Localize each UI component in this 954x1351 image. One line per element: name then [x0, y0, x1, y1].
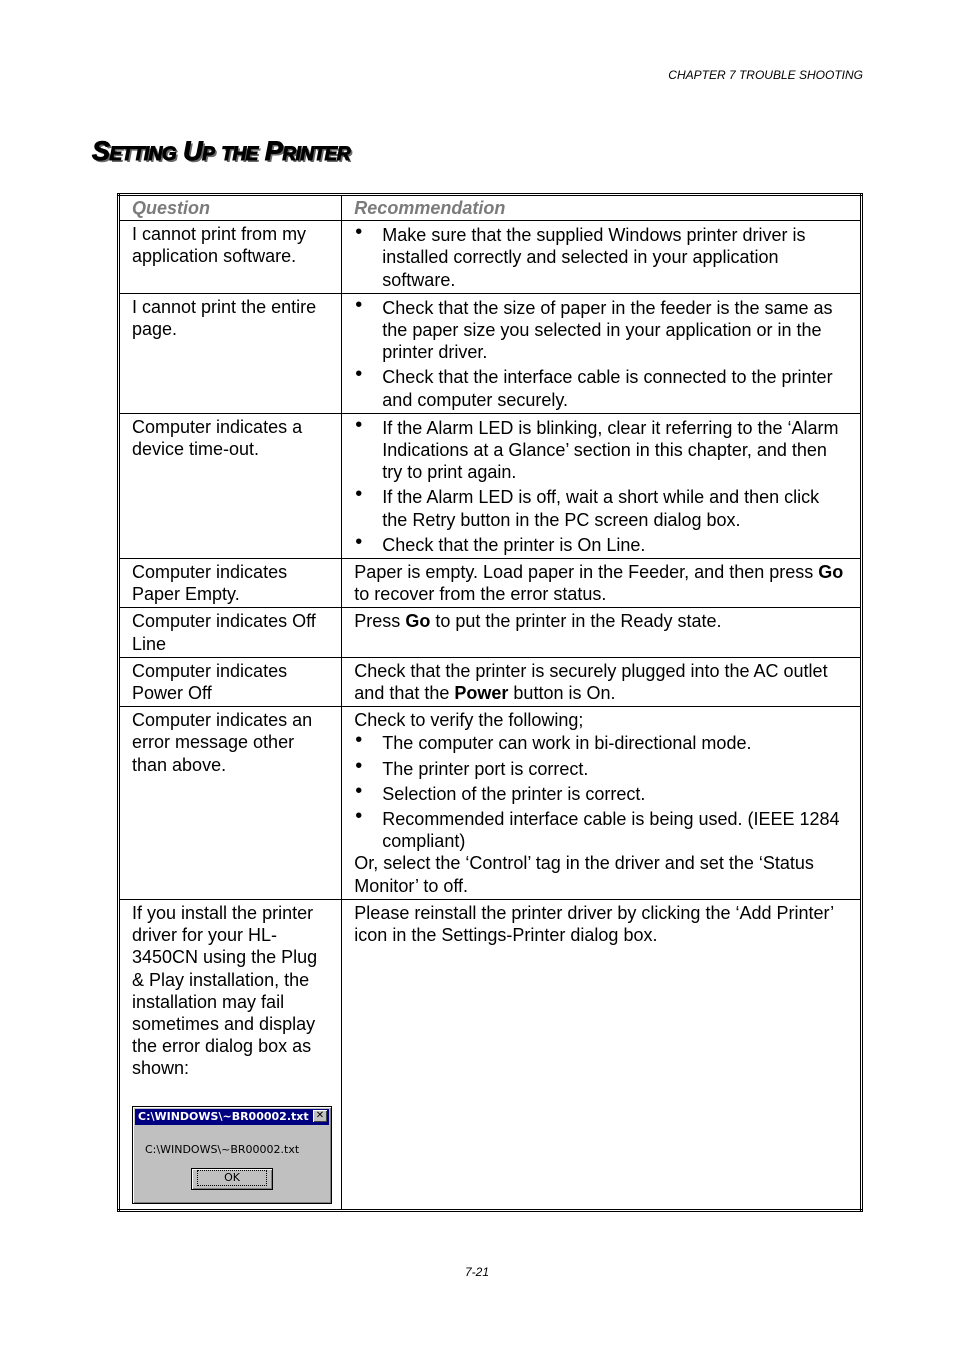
recommendation-cell	[342, 559, 862, 608]
recommendation-cell	[342, 657, 862, 706]
question-cell: Computer indicates Paper Empty.	[119, 559, 342, 608]
table-row	[119, 608, 862, 657]
ok-button-label: OK	[197, 1170, 267, 1186]
recommendation-cell	[342, 221, 862, 294]
page-title: Setting Up the Printer	[92, 136, 351, 166]
question-cell: Computer indicates Off Line	[119, 608, 342, 657]
recommendation-text: to recover from the error status.	[354, 584, 607, 605]
troubleshooting-table	[117, 193, 863, 1212]
go-button-label: Go	[405, 611, 431, 632]
bullet-item: • Make sure that the supplied Windows printer driver is installed correctly and selected in your application software.	[354, 224, 849, 291]
ok-button	[191, 1168, 273, 1190]
recommendation-cell	[342, 293, 862, 413]
bullet-item: • Check that the printer is On Line.	[354, 534, 849, 556]
bullet-item: • The computer can work in bi-directional mode.	[354, 732, 849, 754]
recommendation-outro: Or, select the ‘Control’ tag in the driver and set the ‘Status Monitor’ to off.	[354, 853, 814, 896]
recommendation-text: button is On.	[508, 683, 616, 704]
table-row	[119, 413, 862, 558]
table-row	[119, 293, 862, 413]
recommendation-text: Paper is empty. Load paper in the Feeder, and then press	[354, 562, 819, 583]
bullet-item: • If the Alarm LED is off, wait a short while and then click the Retry button in the PC screen dialog box.	[354, 486, 849, 530]
table-row	[119, 707, 862, 900]
table-header-row	[119, 195, 862, 221]
dialog-title-bar	[135, 1109, 329, 1125]
bullet-item: • Check that the size of paper in the feeder is the same as the paper size you selected in your application or in the printer driver.	[354, 297, 849, 364]
bullet-item: • Selection of the printer is correct.	[354, 783, 849, 805]
recommendation-cell	[342, 608, 862, 657]
column-header-recommendation: Recommendation	[342, 195, 862, 221]
go-button-label: Go	[818, 562, 844, 583]
page-number: 7-21	[464, 1265, 490, 1279]
table-row	[119, 559, 862, 608]
dialog-title: C:\WINDOWS\~BR00002.txt	[138, 1109, 309, 1123]
close-icon: ✕	[313, 1110, 327, 1122]
bullet-item: • Recommended interface cable is being used. (IEEE 1284 compliant)	[354, 808, 849, 852]
table-row	[119, 657, 862, 706]
chapter-header: CHAPTER 7 TROUBLE SHOOTING	[668, 68, 863, 82]
question-text: If you install the printer driver for your HL-3450CN using the Plug & Play installation, the installation may fail sometimes and display the error dialog box as shown:	[132, 902, 318, 1079]
table-row	[119, 899, 862, 1210]
recommendation-cell	[342, 707, 862, 900]
question-cell: I cannot print the entire page.	[119, 293, 342, 413]
recommendation-text: to put the printer in the Ready state.	[430, 611, 722, 632]
bullet-item: • Check that the interface cable is connected to the printer and computer securely.	[354, 366, 849, 410]
power-button-label: Power	[454, 683, 509, 704]
recommendation-intro: Check to verify the following;	[354, 710, 584, 731]
recommendation-text: Press	[354, 611, 406, 632]
table-row	[119, 221, 862, 294]
error-dialog-screenshot	[132, 1106, 332, 1204]
recommendation-text: Check that the printer is securely plugged into the AC outlet and that the	[354, 660, 828, 704]
question-cell	[119, 899, 342, 1210]
bullet-item: • The printer port is correct.	[354, 758, 849, 780]
dialog-message: C:\WINDOWS\~BR00002.txt	[145, 1142, 300, 1156]
question-cell: Computer indicates Power Off	[119, 657, 342, 706]
question-cell: I cannot print from my application software.	[119, 221, 342, 294]
recommendation-cell	[342, 413, 862, 558]
question-cell: Computer indicates an error message other than above.	[119, 707, 342, 900]
question-cell: Computer indicates a device time-out.	[119, 413, 342, 558]
bullet-item: • If the Alarm LED is blinking, clear it referring to the ‘Alarm Indications at a Glance’ section in this chapter, and then try to print again.	[354, 417, 849, 484]
column-header-question: Question	[119, 195, 342, 221]
recommendation-cell: Please reinstall the printer driver by clicking the ‘Add Printer’ icon in the Settings-Printer dialog box.	[342, 899, 862, 1210]
